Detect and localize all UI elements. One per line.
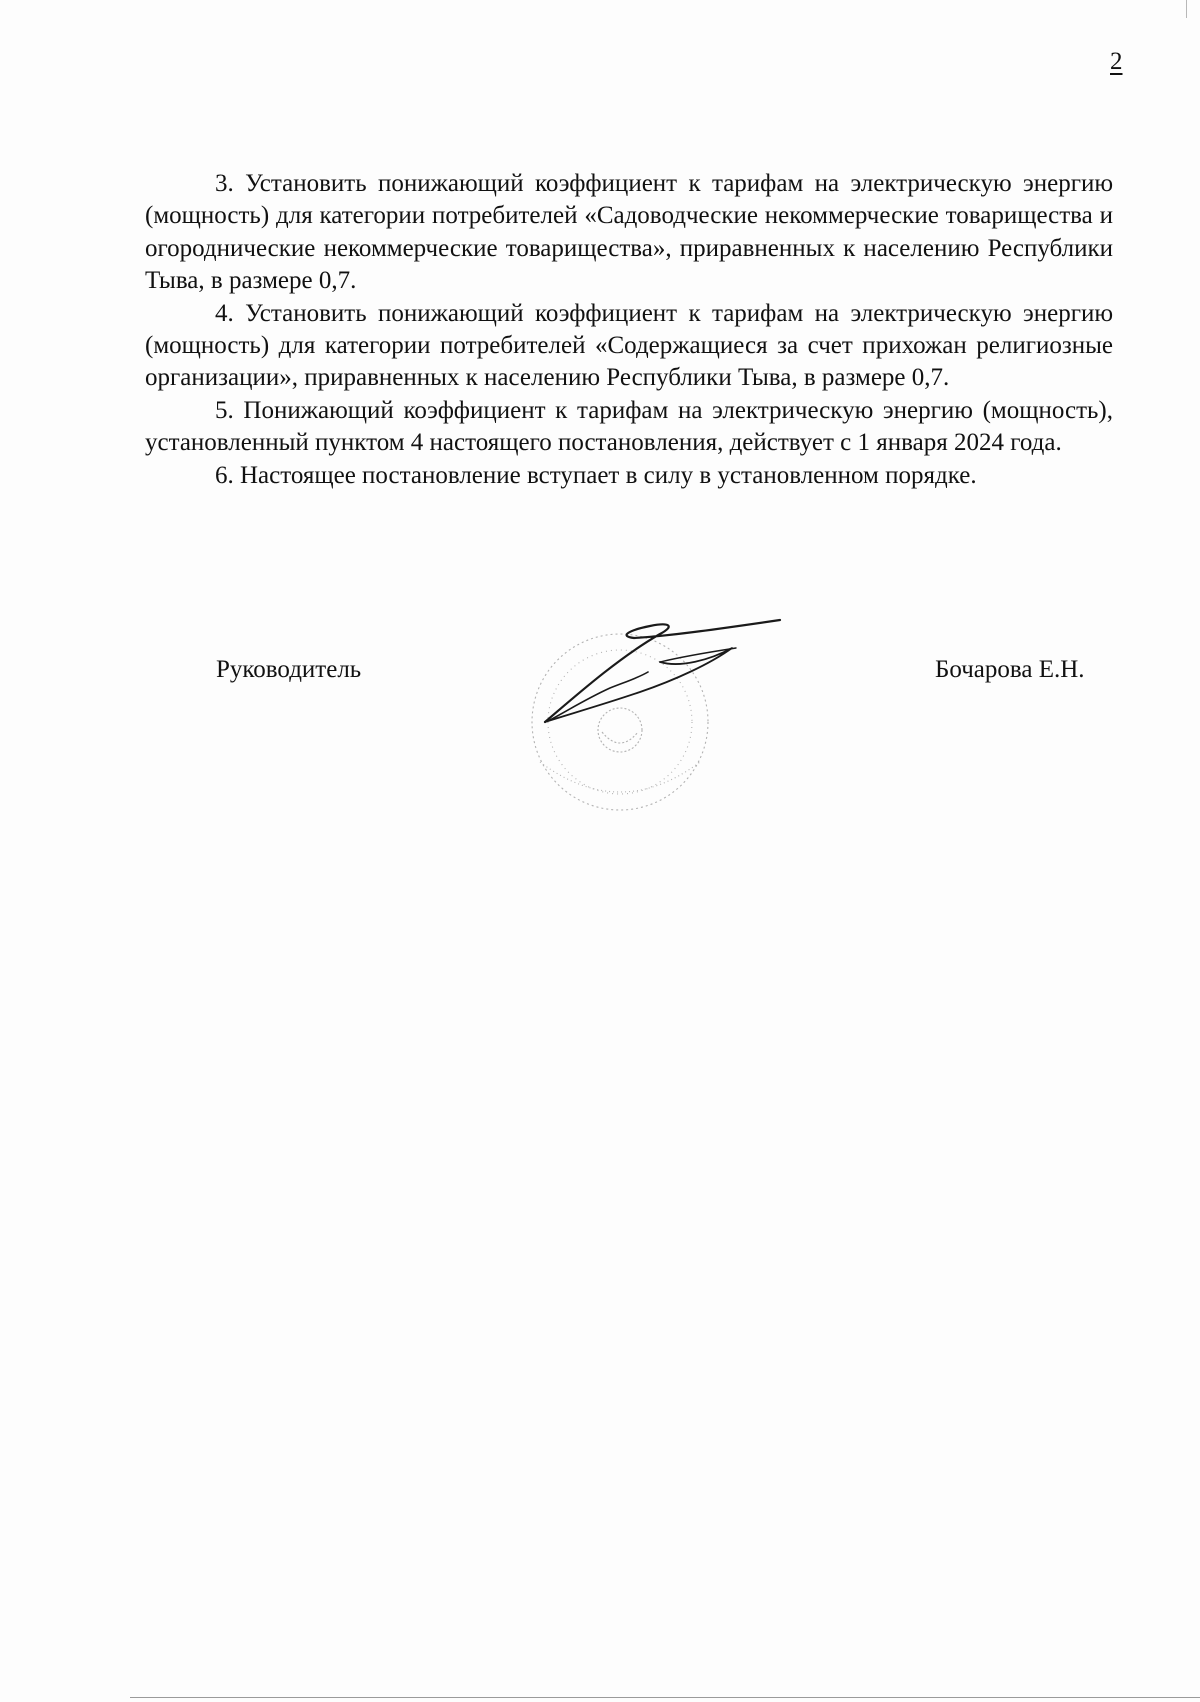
page-number: 2 xyxy=(1110,48,1123,75)
paragraph-6: 6. Настоящее постановление вступает в силу в установленном порядке. xyxy=(215,461,977,489)
paragraph-3: 3. Установить понижающий коэффициент к тарифам на электрическую энергию (мощность) для категории потребителей «Садоводческие некоммерческие товарищества и огороднические некоммерческие товарищества», приравненных к населению Республики Тыва, в размере 0,7. xyxy=(145,170,1113,295)
handwritten-signature xyxy=(545,620,780,722)
signatory-name: Бочарова Е.Н. xyxy=(935,656,1085,683)
document-body xyxy=(145,168,1113,492)
stamp-and-signature xyxy=(510,612,810,822)
scan-bottom-edge xyxy=(130,1697,1200,1698)
scan-edge-mark xyxy=(1186,0,1187,18)
paragraph-4: 4. Установить понижающий коэффициент к тарифам на электрическую энергию (мощность) для категории потребителей «Содержащиеся за счет прихожан религиозные организации», приравненных к населению Республики Тыва, в размере 0,7. xyxy=(145,299,1113,392)
paragraph-5: 5. Понижающий коэффициент к тарифам на электрическую энергию (мощность), установленный пунктом 4 настоящего постановления, действует с 1 января 2024 года. xyxy=(145,396,1113,457)
signatory-position: Руководитель xyxy=(216,656,362,683)
